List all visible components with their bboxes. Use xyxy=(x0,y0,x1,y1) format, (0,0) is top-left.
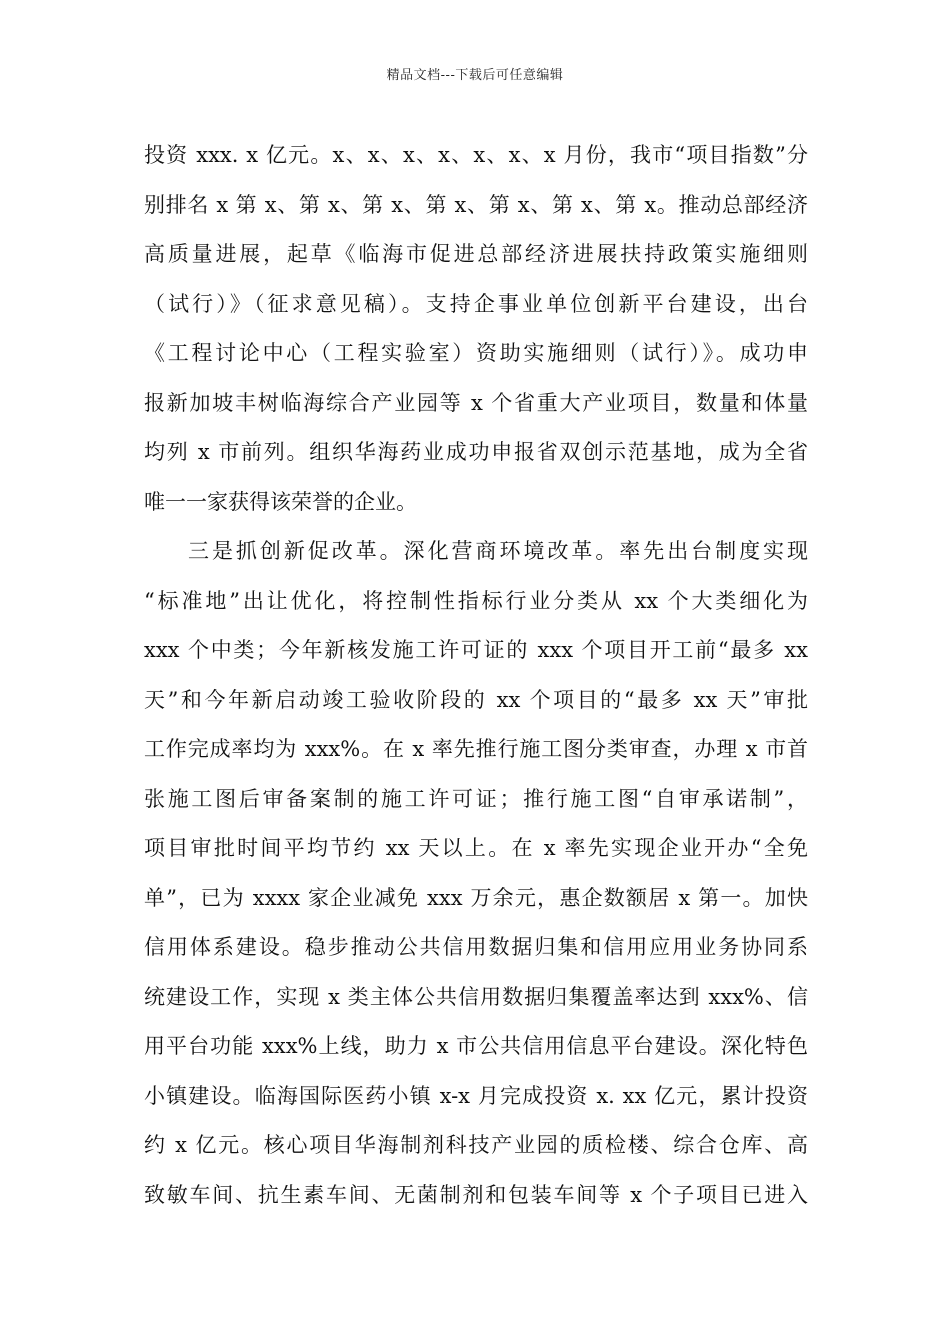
paragraph-line: 报新加坡丰树临海综合产业园等 x 个省重大产业项目，数量和体量 xyxy=(144,390,808,415)
paragraph-line: 致敏车间、抗生素车间、无菌制剂和包装车间等 x 个子项目已进入 xyxy=(144,1182,808,1207)
paragraph-line: 统建设工作，实现 x 类主体公共信用数据归集覆盖率达到 xxx%、信 xyxy=(144,984,808,1009)
paragraph-line: （试行）》（征求意见稿）。支持企事业单位创新平台建设，出台 xyxy=(144,291,808,316)
paragraph-line: 唯一一家获得该荣誉的企业。 xyxy=(144,489,417,514)
paragraph-line: “标准地”出让优化，将控制性指标行业分类从 xx 个大类细化为 xyxy=(144,588,808,613)
paragraph-line: 三是抓创新促改革。深化营商环境改革。率先出台制度实现 xyxy=(188,539,808,563)
paragraph-line: 工作完成率均为 xxx%。在 x 率先推行施工图分类审查，办理 x 市首 xyxy=(144,737,808,761)
page-header: 精品文档---下载后可任意编辑 xyxy=(386,68,564,83)
document-body xyxy=(144,131,808,1220)
paragraph-1 xyxy=(144,131,808,527)
paragraph-line: 天”和今年新启动竣工验收阶段的 xx 个项目的“最多 xx 天”审批 xyxy=(144,687,808,712)
paragraph-2 xyxy=(144,527,808,1220)
paragraph-line: 均列 x 市前列。组织华海药业成功申报省双创示范基地，成为全省 xyxy=(144,440,808,464)
paragraph-line: 《工程讨论中心（工程实验室）资助实施细则（试行）》。成功申 xyxy=(144,341,808,365)
paragraph-line: 约 x 亿元。核心项目华海制剂科技产业园的质检楼、综合仓库、高 xyxy=(144,1133,808,1157)
paragraph-line: xxx 个中类；今年新核发施工许可证的 xxx 个项目开工前“最多 xx xyxy=(144,638,808,662)
paragraph-line: 小镇建设。临海国际医药小镇 x-x 月完成投资 x. xx 亿元，累计投资 xyxy=(144,1083,808,1108)
paragraph-line: 信用体系建设。稳步推动公共信用数据归集和信用应用业务协同系 xyxy=(144,935,808,959)
paragraph-line: 项目审批时间平均节约 xx 天以上。在 x 率先实现企业开办“全免 xyxy=(144,836,808,860)
paragraph-line: 别排名 x 第 x、第 x、第 x、第 x、第 x、第 x、第 x。推动总部经济 xyxy=(144,192,808,217)
paragraph-line: 高质量进展，起草《临海市促进总部经济进展扶持政策实施细则 xyxy=(144,242,808,266)
paragraph-line: 用平台功能 xxx%上线，助力 x 市公共信用信息平台建设。深化特色 xyxy=(144,1034,808,1058)
paragraph-line: 张施工图后审备案制的施工许可证；推行施工图“自审承诺制”， xyxy=(144,786,808,811)
paragraph-line: 投资 xxx. x 亿元。x、x、x、x、x、x、x 月份，我市“项目指数”分 xyxy=(144,143,808,167)
paragraph-line: 单”，已为 xxxx 家企业减免 xxx 万余元，惠企数额居 x 第一。加快 xyxy=(144,885,808,910)
